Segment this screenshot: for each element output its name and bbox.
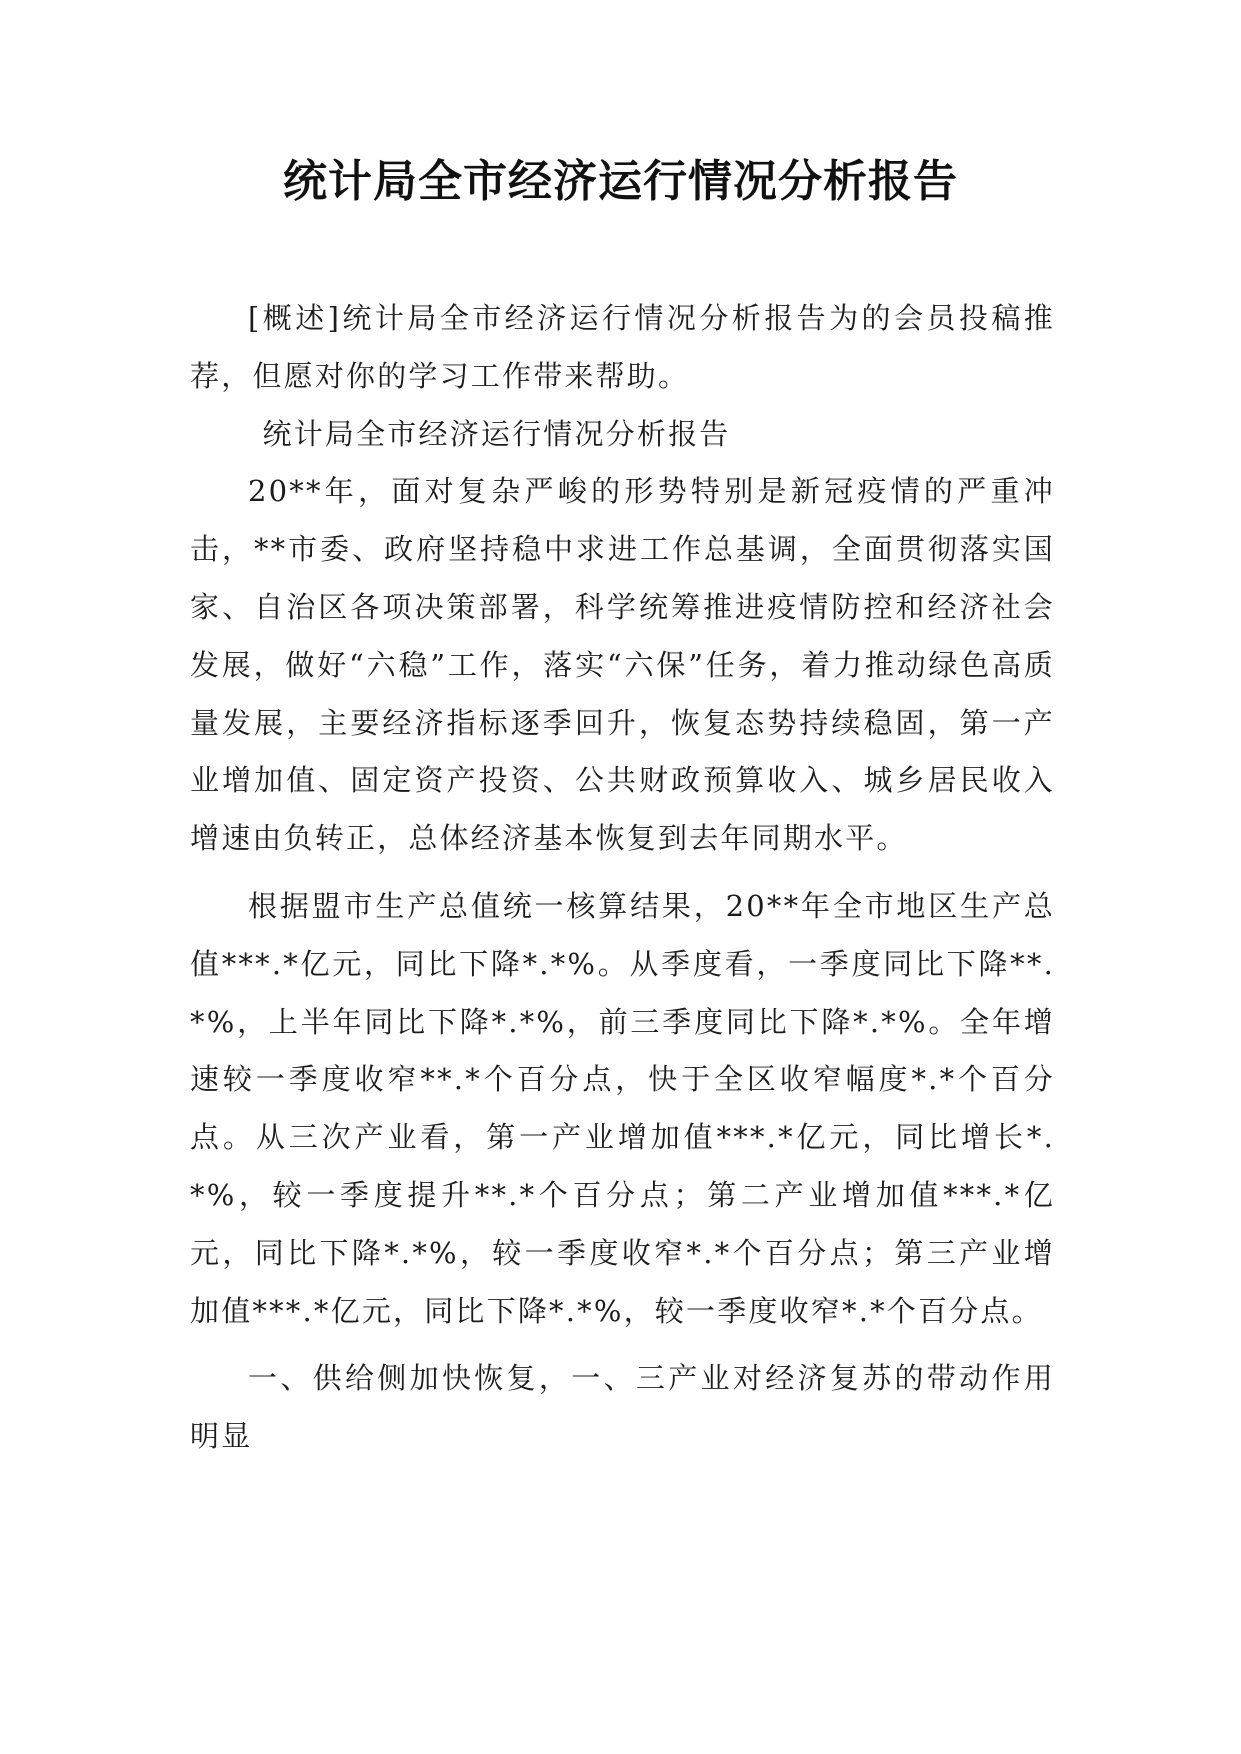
document-body <box>190 290 1055 1466</box>
document-title: 统计局全市经济运行情况分析报告 <box>283 156 958 207</box>
summary-paragraph: [概述]统计局全市经济运行情况分析报告为的会员投稿推荐，但愿对你的学习工作带来帮助。 <box>190 301 1055 393</box>
intro-paragraph: 20**年，面对复杂严峻的形势特别是新冠疫情的严重冲击，**市委、政府坚持稳中求进工作总基调，全面贯彻落实国家、自治区各项决策部署，科学统筹推进疫情防控和经济社会发展，做好“六稳”工作，落实“六保”任务，着力推动绿色高质量发展，主要经济指标逐季回升，恢复态势持续稳固，第一产业增加值、固定资产投资、公共财政预算收入、城乡居民收入增速由负转正，总体经济基本恢复到去年同期水平。 <box>190 474 1055 856</box>
report-subtitle: 统计局全市经济运行情况分析报告 <box>262 416 731 451</box>
section-heading: 一、供给侧加快恢复，一、三产业对经济复苏的带动作用明显 <box>190 1361 1055 1454</box>
gdp-paragraph: 根据盟市生产总值统一核算结果，20**年全市地区生产总值***.*亿元，同比下降*.*%。从季度看，一季度同比下降**.*%，上半年同比下降*.*%，前三季度同比下降*.*%。全年增速较一季度收窄**.*个百分点，快于全区收窄幅度*.*个百分点。从三次产业看，第一产业增加值***.*亿元，同比增长*.*%，较一季度提升**.*个百分点；第二产业增加值***.*亿元，同比下降*.*%，较一季度收窄*.*个百分点；第三产业增加值***.*亿元，同比下降*.*%，较一季度收窄*.*个百分点。 <box>190 888 1055 1328</box>
